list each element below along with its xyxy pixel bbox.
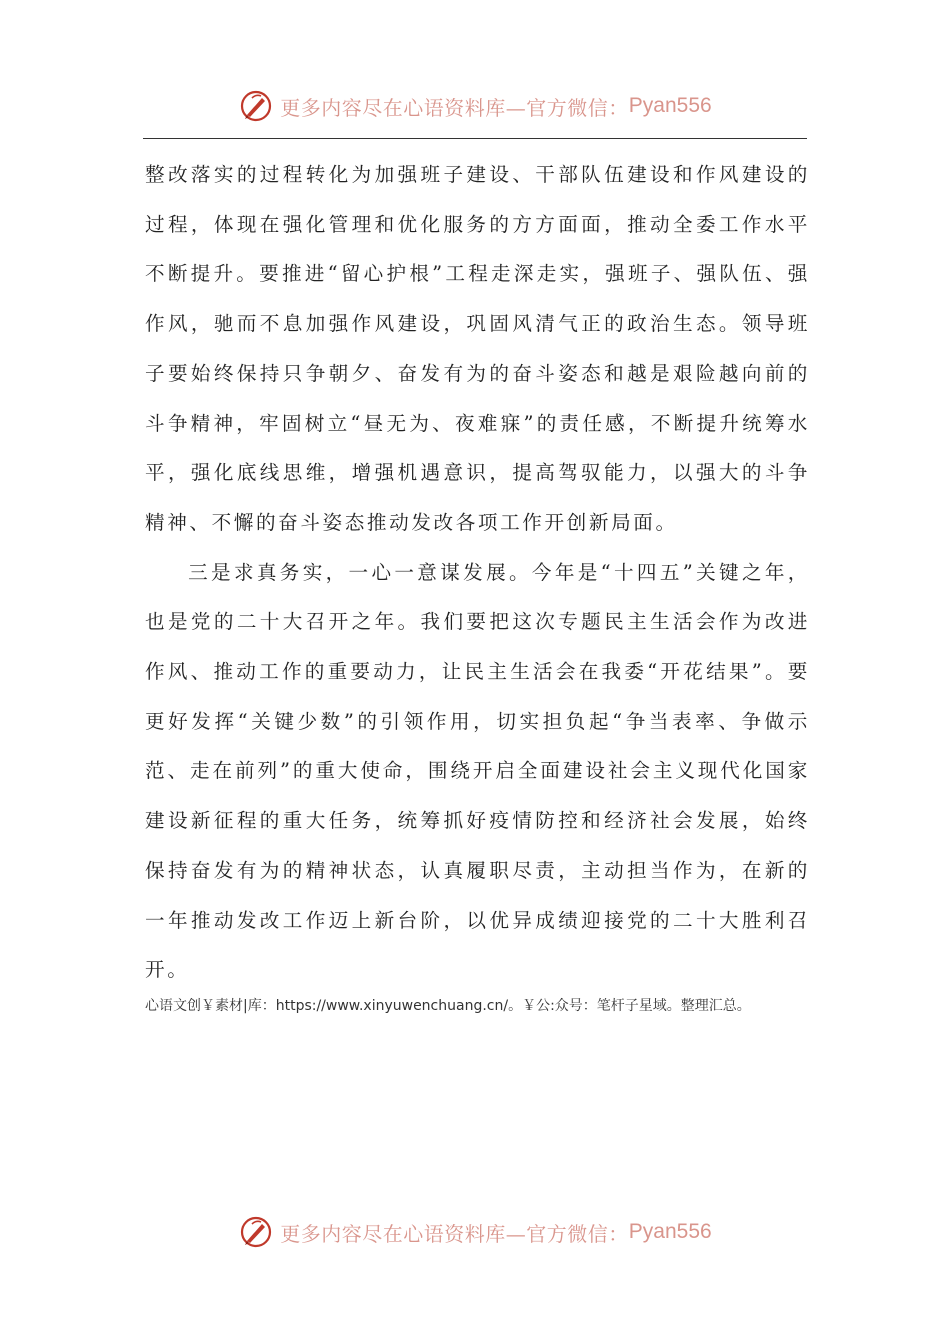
banner-wechat-id: Pyan556 xyxy=(628,1220,712,1243)
header-divider xyxy=(143,138,807,139)
banner-wechat-id: Pyan556 xyxy=(628,94,712,117)
paragraph-continued: 整改落实的过程转化为加强班子建设、干部队伍建设和作风建设的过程，体现在强化管理和优化服务的方方面面，推动全委工作水平不断提升。要推进“留心护根”工程走深走实，强班子、强队伍、强作风，驰而不息加强作风建设，巩固风清气正的政治生态。领导班子要始终保持只争朝夕、奋发有为的奋斗姿态和越是艰险越向前的斗争精神，牢固树立“昼无为、夜难寐”的责任感，不断提升统筹水平，强化底线思维，增强机遇意识，提高驾驭能力，以强大的斗争精神、不懈的奋斗姿态推动发改各项工作开创新局面。 xyxy=(145,163,810,534)
banner-slogan: 更多内容尽在心语资料库—官方微信： xyxy=(280,95,629,120)
footer-banner xyxy=(0,1210,950,1254)
source-note: 心语文创￥素材|库：https://www.xinyuwenchuang.cn/。￥公:众号：笔杆子星域。整理汇总。 xyxy=(145,998,751,1014)
pen-circle-logo-icon xyxy=(238,88,274,124)
paragraph-third-point: 三是求真务实，一心一意谋发展。今年是“十四五”关键之年，也是党的二十大召开之年。我们要把这次专题民主生活会作为改进作风、推动工作的重要动力，让民主生活会在我委“开花结果”。要更好发挥“关键少数”的引领作用，切实担负起“争当表率、争做示范、走在前列”的重大使命，围绕开启全面建设社会主义现代化国家建设新征程的重大任务，统筹抓好疫情防控和经济社会发展，始终保持奋发有为的精神状态，认真履职尽责，主动担当作为，在新的一年推动发改工作迈上新台阶，以优异成绩迎接党的二十大胜利召开。 xyxy=(145,560,810,982)
pen-circle-logo-icon xyxy=(238,1214,274,1250)
banner-slogan: 更多内容尽在心语资料库—官方微信： xyxy=(280,1221,629,1246)
header-banner xyxy=(0,84,950,128)
document-body xyxy=(145,150,810,995)
